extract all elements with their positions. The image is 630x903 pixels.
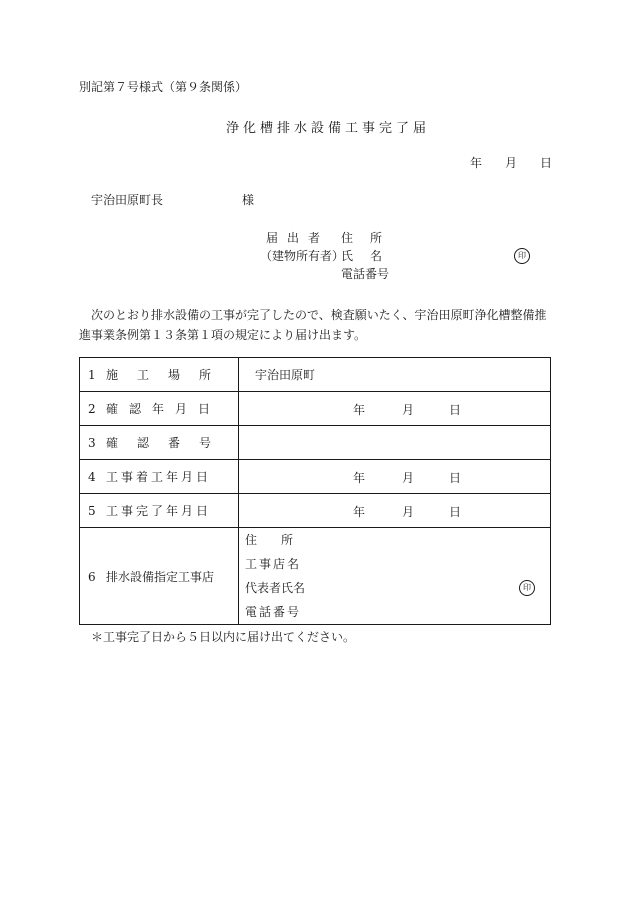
body-text: 次のとおり排水設備の工事が完了したので、検査願いたく、宇治田原町浄化槽整備推進事業条例第１３条第１項の規定により届け出ます。 [79,308,547,342]
row-label [80,494,239,528]
contractor-phone-field[interactable] [245,600,544,624]
row-label-text: 確認年月日 [106,402,222,416]
row-label [80,426,239,460]
row-label [80,392,239,426]
row-number: 4 [88,470,96,484]
contractor-rep-label: 代表者氏名 [245,581,306,595]
contractor-shop-label: 工事店名 [245,557,302,571]
confirmation-number-field[interactable] [239,426,551,460]
row-label-text: 工事着工年月日 [106,470,212,484]
applicant-label: 届出者 [266,231,330,245]
row-number: 6 [88,569,96,584]
table-row [80,358,551,392]
confirmation-date-field[interactable] [239,392,551,426]
contractor-phone-label: 電話番号 [245,605,302,619]
form-number: 別記第７号様式（第９条関係） [79,80,248,94]
table-row [80,392,551,426]
row-number: 2 [88,402,96,416]
contractor-address-field[interactable] [245,528,544,552]
document-title: 浄化槽排水設備工事完了届 [226,121,431,136]
year-label: 年 [353,505,366,519]
row-number: 3 [88,436,96,450]
row-number: 5 [88,504,96,518]
construction-completion-date-field[interactable] [239,494,551,528]
date-day-label: 日 [540,156,553,170]
applicant-phone-label: 電話番号 [341,267,390,281]
day-label: 日 [449,471,462,485]
applicant-seal-icon: 印 [514,248,530,264]
year-label: 年 [353,403,366,417]
row-label-text: 施工場所 [106,368,231,382]
row-label-text: 排水設備指定工事店 [106,569,215,584]
row-label-text: 工事完了年月日 [106,504,212,518]
month-label: 月 [402,505,415,519]
contractor-seal-icon: 印 [519,580,535,596]
footnote: ＊工事完了日から５日以内に届け出てください。 [91,630,356,644]
row-label [80,358,239,392]
contractor-block [239,528,551,625]
table-row [80,494,551,528]
month-label: 月 [402,471,415,485]
contractor-address-label: 住 所 [245,533,294,547]
completion-form-table [79,357,551,625]
addressee-name: 宇治田原町長 [91,193,164,207]
construction-site-value: 宇治田原町 [239,358,551,392]
table-row [80,528,551,625]
day-label: 日 [449,505,462,519]
date-year-label: 年 [470,156,483,170]
row-label [80,460,239,494]
day-label: 日 [449,403,462,417]
contractor-shop-field[interactable] [245,552,544,576]
applicant-address-label: 住所 [341,231,400,245]
date-month-label: 月 [505,156,518,170]
addressee-honorific: 様 [242,193,255,207]
month-label: 月 [402,403,415,417]
construction-start-date-field[interactable] [239,460,551,494]
row-number: 1 [88,368,96,382]
table-row [80,426,551,460]
applicant-name-label: 氏名 [341,249,400,263]
year-label: 年 [353,471,366,485]
table-row [80,460,551,494]
contractor-rep-field[interactable] [245,576,544,600]
row-label-text: 確認番号 [106,436,231,450]
applicant-role: （建物所有者） [260,249,345,263]
row-label [80,528,239,625]
